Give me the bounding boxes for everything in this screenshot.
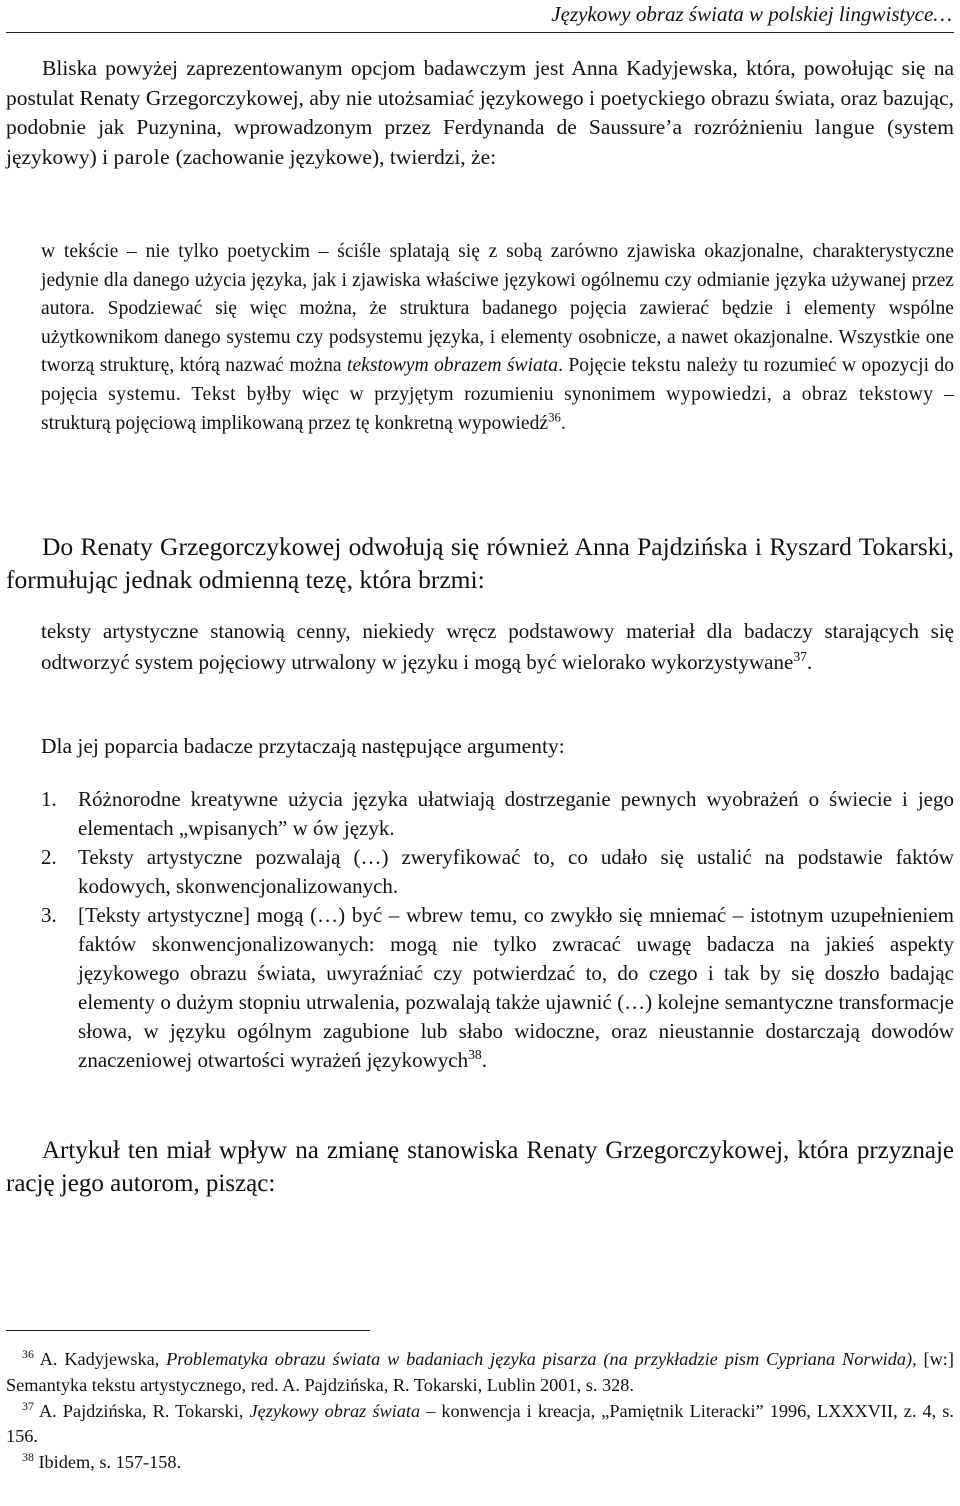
- italic-term: tekstowym obrazem świata: [347, 355, 559, 377]
- list-item: [41, 901, 954, 1075]
- text: – konwencja i kreacja, „Pamiętnik Literacki” 1996, LXXXVII, z. 4, s. 156.: [6, 1400, 954, 1447]
- block-quote-pajdzinska: [41, 616, 954, 677]
- footnotes: [6, 1347, 954, 1476]
- list-item: [41, 843, 954, 901]
- header-divider: [6, 32, 954, 33]
- text: (zachowanie językowe), twierdzi, że:: [170, 144, 497, 169]
- text: teksty artystyczne stanowią cenny, niekiedy wręcz podstawowy materiał dla badaczy starających się odtworzyć system pojęciowy utrwalony w języku i mogą być wielorako wykorzystywane: [41, 619, 954, 674]
- list-text: Teksty artystyczne pozwalają (…) zweryfikować to, co udało się ustalić na podstawie faktów kodowych, skonwencjonalizowanych.: [78, 845, 954, 898]
- text: w tekście – nie tylko poetyckim – ściśle splatają się z sobą zarówno zjawiska okazjonalne, charakterystyczne jedynie dla danego użycia języka, jak i zjawiska właściwe językowi ogólnemu czy odmianie języka używanej przez autora. Spodziewać się więc można, że struktura badanego pojęcia zawierać będzie i elementy wspólne użytkownikom danego systemu czy podsystemu języka, i elementy osobnicze, a nawet okazjonalne. Wszystkie one tworzą strukturę, którą nazwać można: [41, 241, 954, 377]
- term-tekstu: tekstu: [631, 355, 682, 377]
- arguments-list: [41, 785, 954, 1075]
- text: .: [481, 1048, 487, 1072]
- term-langue: langue: [814, 115, 876, 139]
- term-wypowiedzi: wypowiedzi: [666, 383, 767, 405]
- term-obraz-tekstowy: obraz tekstowy: [801, 383, 934, 405]
- text: , [w:] Semantyka tekstu artystycznego, red. A. Pajdzińska, R. Tokarski, Lublin 2001, s. 328.: [6, 1349, 954, 1395]
- footnote-number: 37: [22, 1398, 34, 1413]
- term-tekst: Tekst: [191, 383, 237, 405]
- footnote-ref[interactable]: 36: [548, 410, 561, 425]
- text: Ibidem, s. 157-158.: [33, 1452, 182, 1473]
- footnote-divider: [6, 1330, 370, 1331]
- list-number: 2.: [41, 845, 57, 869]
- text: A. Pajdzińska, R. Tokarski,: [33, 1400, 250, 1421]
- italic-title: Językowy obraz świata: [249, 1400, 421, 1421]
- term-parole: parole: [113, 144, 171, 169]
- list-number: 1.: [41, 787, 57, 811]
- text: (system językowy) i: [6, 115, 954, 169]
- paragraph-kadyjewska: [6, 54, 954, 172]
- italic-title: Problematyka obrazu świata w badaniach języka pisarza (na przykładzie pism Cypriana Norwida): [166, 1349, 913, 1369]
- term-systemu: systemu: [108, 383, 176, 405]
- block-quote-kadyjewska: [41, 238, 954, 438]
- text: – strukturą pojęciową implikowaną przez tę konkretną wypowiedź: [41, 383, 954, 434]
- paragraph-grzegorczykowa: Artykuł ten miał wpływ na zmianę stanowiska Renaty Grzegorczykowej, która przyznaje rację jego autorom, pisząc:: [6, 1137, 954, 1197]
- running-header: Językowy obraz świata w polskiej lingwistyce…: [551, 2, 952, 26]
- text: Bliska powyżej zaprezentowanym opcjom badawczym jest Anna Kadyjewska, która, powołując się na postulat Renaty Grzegorczykowej, aby nie utożsamiać językowego i poetyckiego obrazu świata, oraz bazując, podobnie jak Puzynina, wprowadzonym przez Ferdynanda de Saussure’a rozróżnieniu: [6, 56, 954, 139]
- list-text: [Teksty artystyczne] mogą (…) być – wbrew temu, co zwykło się mniemać – istotnym uzupełnieniem faktów skonwencjonalizowanych: mogą nie tylko zwracać uwagę badacza na jakieś aspekty językowego obrazu świata, uwyraźniać czy potwierdzać to, do czego i tak by się doszło badając elementy o dużym stopniu utrwalenia, pozwalają także ujawnić (…) kolejne semantyczne transformacje słowa, w języku ogólnym zagubione lub słabo widoczne, oraz nieustannie dostarczają dowodów znaczeniowej otwartości wyrażeń językowych: [78, 903, 954, 1072]
- footnote: [6, 1347, 954, 1399]
- footnote-number: 38: [22, 1450, 34, 1465]
- footnote-number: 36: [22, 1346, 34, 1361]
- text: .: [175, 383, 192, 405]
- footnote-ref[interactable]: 37: [793, 648, 807, 664]
- text: . Pojęcie: [558, 355, 632, 377]
- list-text: Różnorodne kreatywne użycia języka ułatwiają dostrzeganie pewnych wyobrażeń o świecie i jego elementach „wpisanych” w ów język.: [78, 787, 954, 840]
- text: .: [806, 649, 813, 674]
- paragraph-arguments-intro: Dla jej poparcia badacze przytaczają następujące argumenty:: [41, 734, 565, 758]
- list-item: [41, 785, 954, 843]
- text: , a: [766, 383, 802, 405]
- text: A. Kadyjewska,: [33, 1349, 167, 1369]
- paragraph-pajdzinska: Do Renaty Grzegorczykowej odwołują się również Anna Pajdzińska i Ryszard Tokarski, formułując jednak odmienną tezę, która brzmi:: [6, 532, 954, 594]
- list-number: 3.: [41, 903, 57, 927]
- text: należy tu rozumieć w opozycji do pojęcia: [41, 355, 954, 405]
- footnote: [6, 1399, 954, 1451]
- footnote-ref[interactable]: 38: [468, 1047, 482, 1062]
- text: byłby więc w przyjętym rozumieniu synonimem: [236, 383, 667, 405]
- text: .: [560, 412, 566, 434]
- footnote: [6, 1450, 954, 1476]
